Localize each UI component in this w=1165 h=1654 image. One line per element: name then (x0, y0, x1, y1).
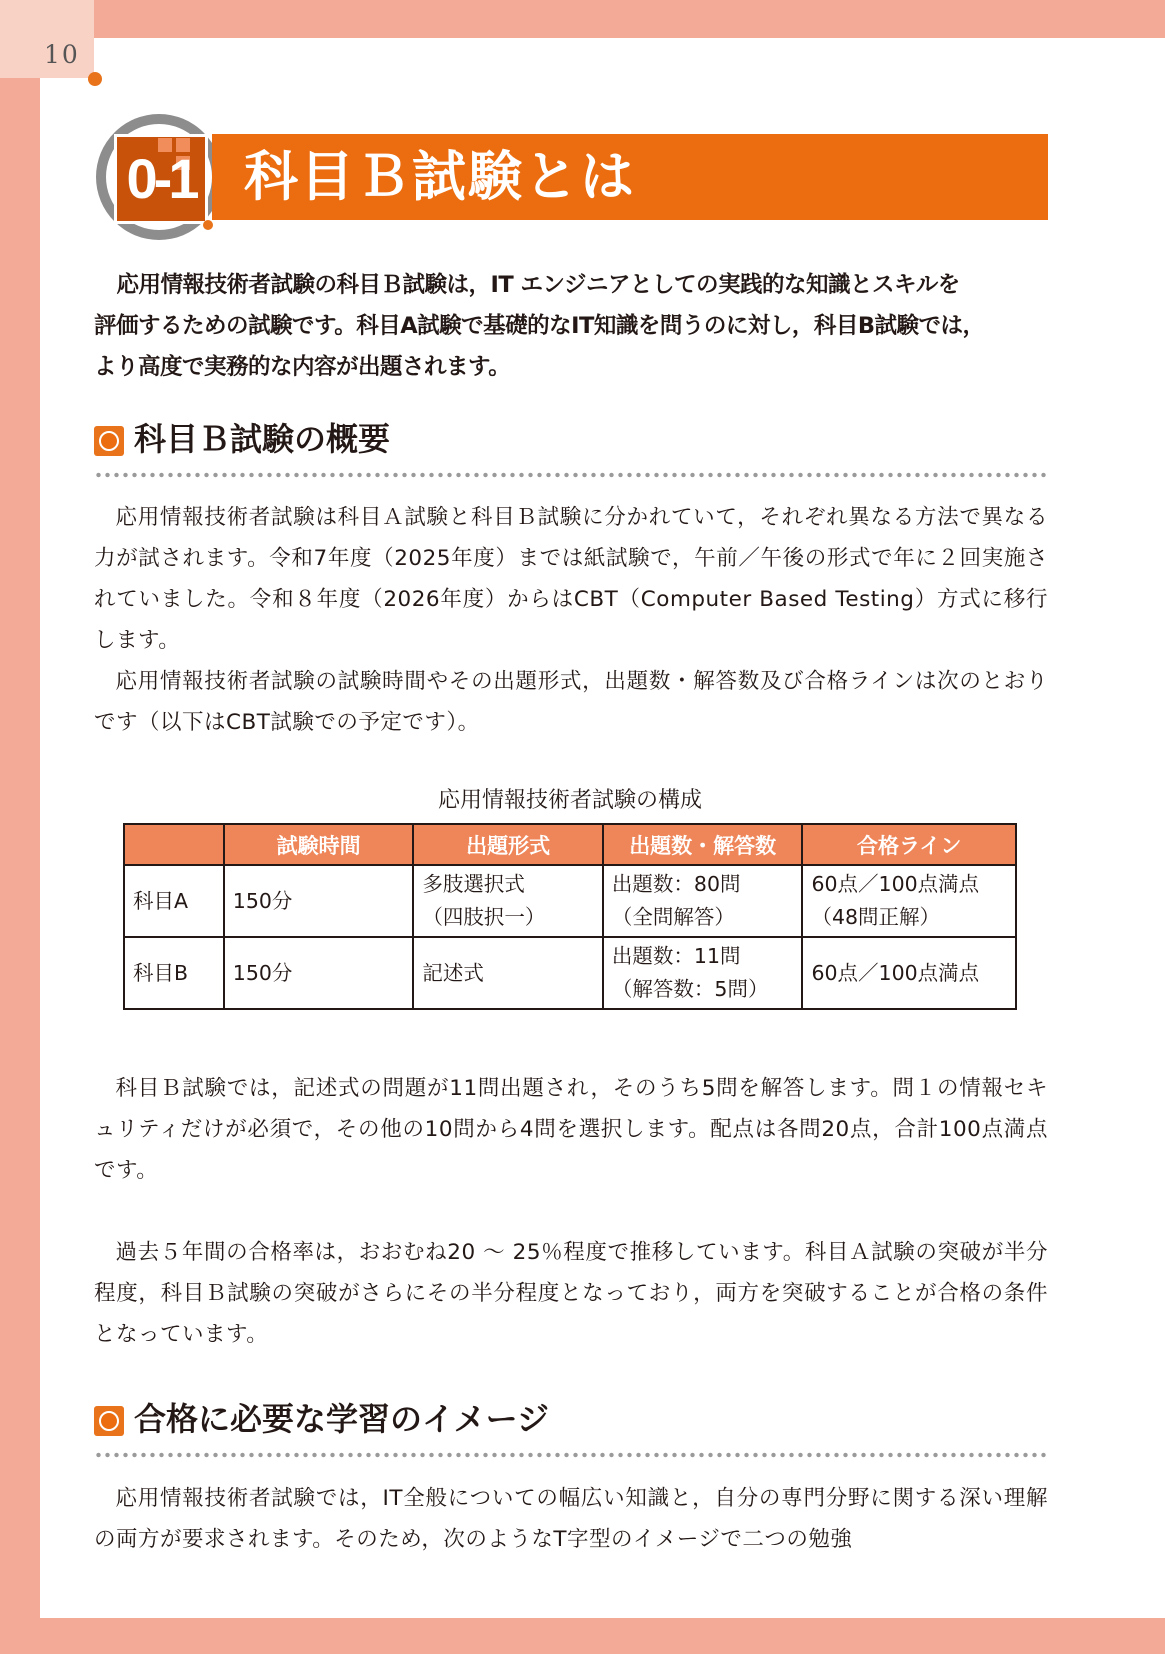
body-paragraph: 応用情報技術者試験は科目Ａ試験と科目Ｂ試験に分かれていて，それぞれ異なる方法で異なる力が試されます。令和7年度（2025年度）までは紙試験で，午前／午後の形式で年に２回実施されていました。令和８年度（2026年度）からはCBT（Computer Based Testing）方式に移行します。 (94, 505, 1048, 653)
cell-line: （四肢択一） (422, 905, 546, 929)
chapter-dot-icon (203, 220, 213, 230)
table-header-cell: 試験時間 (224, 824, 414, 865)
table-row (124, 937, 1016, 1009)
overview-body (94, 497, 1048, 743)
table-header-cell: 出題数・解答数 (603, 824, 803, 865)
chapter-title: 科目Ｂ試験とは (244, 145, 636, 208)
section-title: 科目Ｂ試験の概要 (134, 420, 391, 458)
table-cell-format: 記述式 (413, 937, 603, 1009)
cell-line: （48問正解） (811, 905, 941, 929)
table-row (124, 865, 1016, 937)
table-header-row (124, 824, 1016, 865)
table-cell-pass (802, 865, 1016, 937)
page-frame-left (0, 0, 40, 1654)
cell-line: （全問解答） (611, 905, 735, 929)
section-title: 合格に必要な学習のイメージ (134, 1400, 550, 1438)
cell-line: 60点／100点満点 (811, 872, 980, 896)
table-cell-count (603, 937, 803, 1009)
page-dot-icon (88, 72, 102, 86)
dotted-divider (94, 472, 1048, 478)
exam-structure-table (123, 823, 1017, 1010)
table-cell-subject: 科目B (124, 937, 224, 1009)
table-cell-pass: 60点／100点満点 (802, 937, 1016, 1009)
cell-line: （解答数：5問） (611, 977, 769, 1001)
body-paragraph: 応用情報技術者試験の試験時間やその出題形式，出題数・解答数及び合格ラインは次のとおりです（以下はCBT試験での予定です）。 (94, 669, 1048, 735)
table-cell-subject: 科目A (124, 865, 224, 937)
body-paragraph: 過去５年間の合格率は，おおむね20 ～ 25％程度で推移しています。科目Ａ試験の突破が半分程度，科目Ｂ試験の突破がさらにその半分程度となっており，両方を突破することが合格の条件となっています。 (94, 1240, 1048, 1347)
cell-line: 多肢選択式 (422, 872, 525, 896)
pass-rate-body (94, 1232, 1048, 1355)
lead-line: 評価するための試験です。科目A試験で基礎的なIT知識を問うのに対し，科目B試験では， (94, 313, 985, 339)
dotted-divider (94, 1452, 1048, 1458)
study-body (94, 1478, 1048, 1560)
body-paragraph: 応用情報技術者試験では，IT全般についての幅広い知識と，自分の専門分野に関する深い理解の両方が要求されます。そのため，次のようなT字型のイメージで二つの勉強 (94, 1486, 1048, 1552)
chapter-number: 0-1 (126, 146, 196, 210)
table-cell-format (413, 865, 603, 937)
table-cell-time: 150分 (224, 865, 414, 937)
table-caption: 応用情報技術者試験の構成 (437, 788, 702, 813)
page-number: 10 (44, 40, 80, 69)
table-cell-time: 150分 (224, 937, 414, 1009)
body-paragraph: 科目Ｂ試験では，記述式の問題が11問出題され，そのうち5問を解答します。問１の情報セキュリティだけが必須で，その他の10問から4問を選択します。配点は各問20点，合計100点満点です。 (94, 1076, 1048, 1183)
cell-line: 出題数：80問 (611, 872, 741, 896)
page-frame-top (0, 0, 1165, 38)
cell-line: 出題数：11問 (611, 944, 741, 968)
section-heading-overview (94, 412, 1048, 466)
section-heading-study (94, 1392, 1048, 1446)
table-cell-count (603, 865, 803, 937)
lead-line: より高度で実務的な内容が出題されます。 (94, 354, 511, 380)
section-bullet-icon (94, 426, 124, 456)
lead-paragraph (94, 265, 1052, 388)
page-frame-bottom (0, 1618, 1165, 1654)
lead-line: 応用情報技術者試験の科目Ｂ試験は，IT エンジニアとしての実践的な知識とスキルを (116, 272, 960, 298)
table-header-cell: 合格ライン (802, 824, 1016, 865)
table-header-cell: 出題形式 (413, 824, 603, 865)
table-header-cell (124, 824, 224, 865)
subject-b-body (94, 1068, 1048, 1191)
section-bullet-icon (94, 1406, 124, 1436)
